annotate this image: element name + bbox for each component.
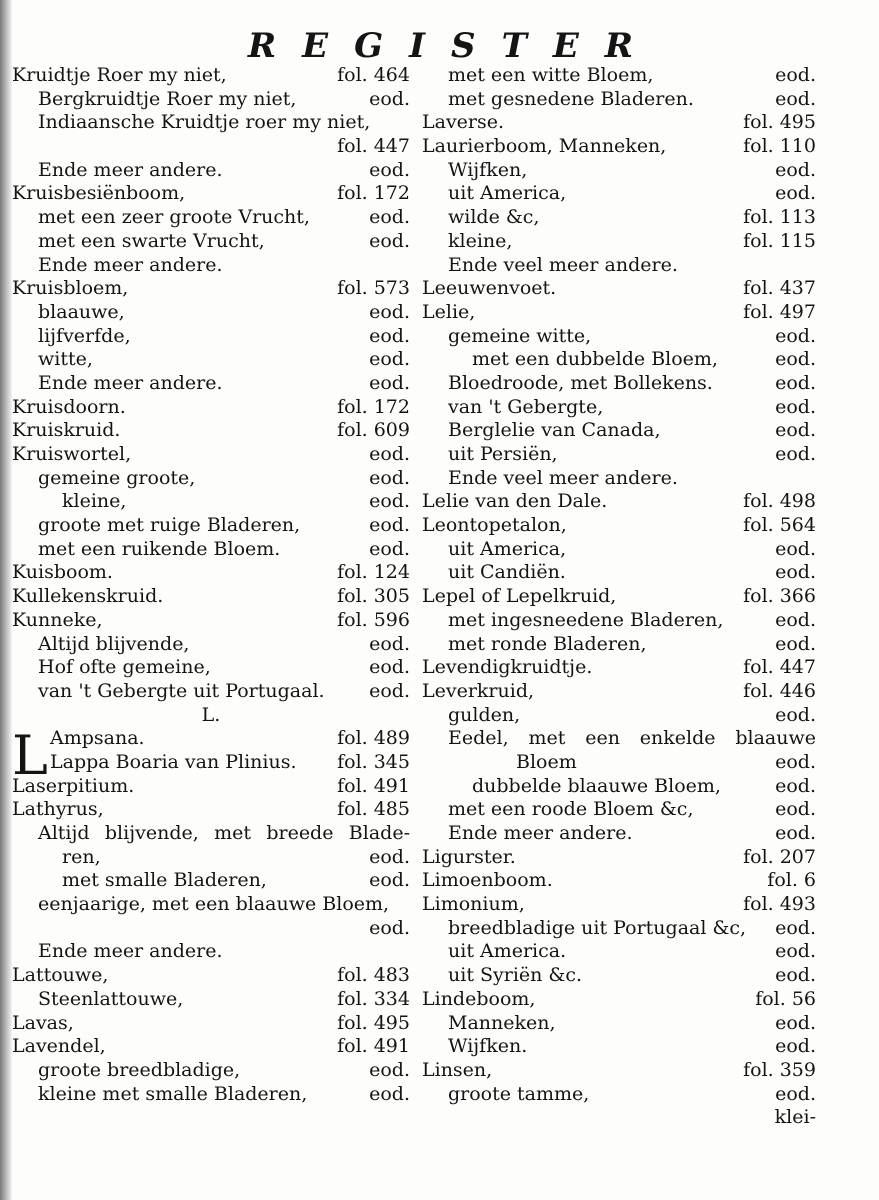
entry-term: Kullekenskruid. (12, 585, 164, 608)
index-entry (422, 514, 816, 538)
entry-folio-ref: fol. 446 (743, 679, 816, 702)
index-entry (12, 538, 410, 562)
entry-term: met een ruikende Bloem. (38, 537, 281, 560)
index-entry (422, 538, 816, 562)
entry-folio-ref: fol. 437 (743, 277, 816, 300)
index-entry (12, 822, 410, 846)
entry-folio-ref: eod. (775, 158, 816, 181)
entry-folio-ref: fol. 464 (337, 64, 410, 86)
left-column (12, 64, 410, 1106)
entry-term: Kruiswortel, (12, 443, 132, 465)
index-entry (422, 751, 816, 775)
entry-term: Linsen, (422, 1058, 493, 1081)
entry-folio-ref: eod. (775, 632, 816, 655)
entry-term: met ronde Bladeren, (448, 632, 647, 655)
index-entry (12, 514, 410, 538)
entry-folio-ref: eod. (775, 371, 816, 394)
entry-term: Eedel, met een enkelde blaauwe (448, 727, 816, 750)
index-entry (12, 609, 410, 633)
index-entry (12, 656, 410, 680)
entry-term: Kruisbloem, (12, 277, 129, 300)
index-entry (12, 751, 410, 775)
index-entry (12, 325, 410, 349)
entry-term: uit Syriën &c. (448, 964, 583, 987)
entry-folio-ref: eod. (369, 916, 410, 939)
entry-folio-ref: eod. (369, 490, 410, 513)
entry-term: Lepel of Lepelkruid, (422, 585, 617, 608)
entry-term: Leverkruid, (422, 679, 535, 702)
entry-term: Limoenboom. (422, 869, 553, 892)
entry-folio-ref: eod. (369, 371, 410, 394)
index-entry (422, 396, 816, 420)
entry-folio-ref: eod. (775, 324, 816, 347)
entry-folio-ref: eod. (775, 1011, 816, 1034)
entry-term: Laverse. (422, 111, 505, 134)
index-entry (422, 159, 816, 183)
entry-term: dubbelde blaauwe Bloem, (472, 774, 721, 797)
index-entry (422, 206, 816, 230)
index-entry (12, 419, 410, 443)
entry-folio-ref: fol. 491 (337, 774, 410, 797)
drop-cap-letter: L (12, 724, 48, 788)
entry-folio-ref: fol. 207 (743, 845, 816, 868)
entry-term: Manneken, (448, 1011, 556, 1034)
index-entry (12, 301, 410, 325)
index-entry (422, 822, 816, 846)
index-entry (422, 277, 816, 301)
entry-term: met ingesneedene Bladeren, (448, 608, 724, 631)
entry-folio-ref: fol. 110 (743, 135, 816, 158)
entry-term: Laserpitium. (12, 774, 135, 797)
index-entry (422, 88, 816, 112)
entry-term: gemeine witte, (448, 324, 592, 347)
entry-folio-ref: fol. 573 (337, 277, 410, 300)
entry-folio-ref: eod. (369, 845, 410, 868)
entry-folio-ref: fol. 6 (767, 869, 816, 892)
entry-folio-ref: eod. (369, 466, 410, 489)
entry-term: groote breedbladige, (38, 1058, 241, 1081)
entry-folio-ref: eod. (369, 300, 410, 323)
entry-folio-ref: eod. (775, 64, 816, 86)
entry-term: Altijd blijvende, (38, 632, 190, 655)
entry-folio-ref: eod. (775, 798, 816, 821)
index-entry (12, 254, 410, 278)
entry-folio-ref: fol. 334 (337, 987, 410, 1010)
entry-term: Bloedroode, met Bollekens. (448, 371, 713, 394)
entry-term: uit Persiën, (448, 443, 558, 465)
entry-term: uit Candiën. (448, 561, 566, 584)
entry-folio-ref: eod. (369, 87, 410, 110)
index-entry (12, 443, 410, 467)
entry-folio-ref: fol. 498 (743, 490, 816, 513)
entry-folio-ref: fol. 491 (337, 1035, 410, 1058)
entry-term: L. (201, 703, 221, 726)
entry-folio-ref: fol. 366 (743, 585, 816, 608)
index-entry (12, 490, 410, 514)
entry-term: wilde &c, (448, 206, 540, 229)
entry-term: Lavas, (12, 1011, 74, 1034)
entry-term: Ende veel meer andere. (448, 253, 678, 276)
entry-term: Ende meer andere. (448, 822, 633, 844)
entry-folio-ref: fol. 564 (743, 514, 816, 537)
entry-term: Wijfken. (448, 1035, 528, 1058)
entry-folio-ref: eod. (775, 916, 816, 939)
index-entry (422, 490, 816, 514)
index-entry (12, 348, 410, 372)
entry-folio-ref: eod. (775, 703, 816, 726)
index-entry (12, 704, 410, 728)
index-entry (12, 88, 410, 112)
entry-term: Berglelie van Canada, (448, 419, 661, 442)
index-entry (12, 1035, 410, 1059)
entry-folio-ref: klei- (774, 1106, 816, 1129)
index-entry (12, 846, 410, 870)
index-entry (12, 798, 410, 822)
entry-folio-ref: eod. (369, 229, 410, 252)
entry-folio-ref: eod. (775, 395, 816, 418)
entry-term: Ende meer andere. (38, 371, 223, 394)
entry-folio-ref: eod. (369, 324, 410, 347)
entry-folio-ref: eod. (775, 561, 816, 584)
entry-folio-ref: eod. (775, 608, 816, 631)
entry-term: Ligurster. (422, 845, 516, 868)
entry-term: blaauwe, (38, 300, 125, 323)
index-entry (12, 775, 410, 799)
index-entry (422, 917, 816, 941)
entry-term: Ende meer andere. (38, 158, 223, 181)
entry-term: Limonium, (422, 893, 525, 916)
index-entry (422, 301, 816, 325)
index-entry (12, 561, 410, 585)
entry-folio-ref: fol. 497 (743, 300, 816, 323)
entry-term: Lathyrus, (12, 798, 104, 821)
entry-term: Ende veel meer andere. (448, 466, 678, 489)
entry-term: Levendigkruidtje. (422, 656, 593, 679)
index-entry (12, 230, 410, 254)
entry-folio-ref: eod. (775, 419, 816, 442)
entry-folio-ref: fol. 172 (337, 395, 410, 418)
entry-folio-ref: eod. (775, 822, 816, 844)
index-entry (12, 940, 410, 964)
entry-folio-ref: eod. (775, 537, 816, 560)
index-entry (422, 846, 816, 870)
index-entry (12, 396, 410, 420)
entry-term: Lavendel, (12, 1035, 106, 1058)
right-column (422, 64, 816, 1130)
entry-folio-ref: fol. 489 (337, 727, 410, 750)
entry-folio-ref: eod. (369, 656, 410, 679)
index-entry (12, 633, 410, 657)
entry-term: eenjaarige, met een blaauwe Bloem, (38, 893, 390, 916)
entry-term: Kruiskruid. (12, 419, 121, 442)
entry-term: met smalle Bladeren, (62, 869, 267, 892)
index-entry (12, 585, 410, 609)
entry-term: Lindeboom, (422, 987, 536, 1010)
entry-folio-ref: eod. (775, 1082, 816, 1105)
index-entry (422, 633, 816, 657)
entry-term: Kruisbesiënboom, (12, 182, 186, 205)
entry-term: Altijd blijvende, met breede Blade- (38, 822, 410, 844)
entry-term: met een roode Bloem &c, (448, 798, 694, 821)
index-entry (422, 869, 816, 893)
entry-term: uit America, (448, 182, 567, 205)
entry-folio-ref: fol. 113 (743, 206, 816, 229)
index-entry (422, 727, 816, 751)
entry-term: Ende meer andere. (38, 940, 223, 963)
entry-term: met een zeer groote Vrucht, (38, 206, 310, 229)
index-entry (422, 254, 816, 278)
entry-term: met gesnedene Bladeren. (448, 87, 694, 110)
entry-folio-ref: eod. (369, 348, 410, 371)
index-entry (422, 135, 816, 159)
entry-term: van 't Gebergte, (448, 395, 604, 418)
entry-folio-ref: eod. (775, 182, 816, 205)
entry-folio-ref: fol. 447 (743, 656, 816, 679)
entry-folio-ref: fol. 596 (337, 608, 410, 631)
entry-term: groote met ruige Bladeren, (38, 514, 301, 537)
entry-term: Leontopetalon, (422, 514, 567, 537)
entry-term: Indiaansche Kruidtje roer my niet, (38, 111, 371, 134)
entry-folio-ref: eod. (775, 1035, 816, 1058)
entry-folio-ref: eod. (775, 774, 816, 797)
entry-term: lijfverfde, (38, 324, 131, 347)
entry-folio-ref: fol. 609 (337, 419, 410, 442)
entry-term: uit America, (448, 537, 567, 560)
index-entry (422, 1083, 816, 1107)
index-entry (422, 609, 816, 633)
page-gutter (0, 0, 12, 1200)
entry-folio-ref: eod. (775, 443, 816, 465)
index-entry (422, 704, 816, 728)
entry-folio-ref: fol. 447 (337, 135, 410, 158)
entry-folio-ref: eod. (369, 443, 410, 465)
index-entry (422, 372, 816, 396)
index-entry (12, 467, 410, 491)
index-entry (422, 561, 816, 585)
index-entry (422, 964, 816, 988)
entry-term: Lappa Boaria van Plinius. (50, 750, 297, 773)
index-entry (422, 585, 816, 609)
index-entry (422, 1012, 816, 1036)
index-entry (12, 1012, 410, 1036)
entry-term: ren, (62, 845, 101, 868)
entry-folio-ref: fol. 495 (743, 111, 816, 134)
index-entry (422, 467, 816, 491)
index-entry (12, 182, 410, 206)
entry-folio-ref: fol. 493 (743, 893, 816, 916)
entry-term: uit America. (448, 940, 567, 963)
entry-term: met een dubbelde Bloem, (472, 348, 718, 371)
entry-term: met een witte Bloem, (448, 64, 654, 86)
entry-folio-ref: fol. 115 (743, 229, 816, 252)
entry-term: Lattouwe, (12, 964, 109, 987)
index-entry (12, 277, 410, 301)
entry-folio-ref: eod. (369, 1058, 410, 1081)
entry-term: Bergkruidtje Roer my niet, (38, 87, 297, 110)
entry-folio-ref: fol. 56 (755, 987, 816, 1010)
entry-folio-ref: eod. (369, 1082, 410, 1105)
index-entry (12, 988, 410, 1012)
entry-folio-ref: eod. (369, 679, 410, 702)
index-entry (422, 940, 816, 964)
entry-term: Kruisdoorn. (12, 395, 126, 418)
index-entry (422, 775, 816, 799)
entry-folio-ref: eod. (775, 940, 816, 963)
entry-term: Ende meer andere. (38, 253, 223, 276)
index-entry (422, 893, 816, 917)
entry-term: kleine, (448, 229, 513, 252)
index-entry (12, 135, 410, 159)
entry-term: witte, (38, 348, 93, 371)
entry-folio-ref: eod. (775, 87, 816, 110)
entry-term: Bloem (516, 750, 577, 773)
index-entry (422, 230, 816, 254)
entry-term: met een swarte Vrucht, (38, 229, 265, 252)
index-entry (422, 348, 816, 372)
index-entry (422, 419, 816, 443)
entry-folio-ref: fol. 485 (337, 798, 410, 821)
index-entry (12, 1083, 410, 1107)
index-entry (422, 1059, 816, 1083)
entry-term: Leeuwenvoet. (422, 277, 557, 300)
entry-term: breedbladige uit Portugaal &c, (448, 916, 747, 939)
index-entry (12, 680, 410, 704)
index-entry (422, 656, 816, 680)
index-entry (422, 1035, 816, 1059)
page-title: REGISTER (247, 26, 660, 66)
entry-folio-ref: eod. (369, 158, 410, 181)
entry-term: Kuisboom. (12, 561, 113, 584)
index-entry (422, 988, 816, 1012)
entry-term: Steenlattouwe, (38, 987, 184, 1010)
index-entry (422, 1106, 816, 1130)
index-entry (12, 869, 410, 893)
index-entry (422, 64, 816, 88)
entry-term: Kunneke, (12, 608, 103, 631)
entry-folio-ref: fol. 124 (337, 561, 410, 584)
entry-term: Hof ofte gemeine, (38, 656, 211, 679)
index-entry (12, 111, 410, 135)
entry-term: gemeine groote, (38, 466, 196, 489)
entry-folio-ref: fol. 495 (337, 1011, 410, 1034)
entry-folio-ref: fol. 359 (743, 1058, 816, 1081)
entry-term: gulden, (448, 703, 521, 726)
index-entry (422, 443, 816, 467)
index-entry (12, 64, 410, 88)
entry-term: Lelie, (422, 300, 476, 323)
entry-folio-ref: eod. (775, 964, 816, 987)
entry-folio-ref: fol. 483 (337, 964, 410, 987)
index-entry (422, 325, 816, 349)
entry-term: van 't Gebergte uit Portugaal. (38, 679, 325, 702)
index-entry (422, 798, 816, 822)
index-entry (12, 964, 410, 988)
index-entry (422, 680, 816, 704)
entry-term: kleine met smalle Bladeren, (38, 1082, 308, 1105)
index-entry (12, 893, 410, 917)
index-entry (422, 182, 816, 206)
index-entry (12, 372, 410, 396)
index-entry (422, 111, 816, 135)
entry-term: Kruidtje Roer my niet, (12, 64, 227, 86)
index-entry (12, 159, 410, 183)
entry-folio-ref: eod. (369, 206, 410, 229)
entry-folio-ref: eod. (369, 632, 410, 655)
index-entry (12, 206, 410, 230)
entry-folio-ref: fol. 305 (337, 585, 410, 608)
entry-folio-ref: eod. (775, 750, 816, 773)
entry-folio-ref: fol. 172 (337, 182, 410, 205)
entry-folio-ref: eod. (369, 514, 410, 537)
entry-term: groote tamme, (448, 1082, 590, 1105)
entry-term: Wijfken, (448, 158, 528, 181)
entry-term: Ampsana. (50, 727, 145, 750)
entry-folio-ref: fol. 345 (337, 750, 410, 773)
entry-folio-ref: eod. (775, 348, 816, 371)
entry-term: kleine, (62, 490, 127, 513)
entry-folio-ref: eod. (369, 869, 410, 892)
index-entry (12, 1059, 410, 1083)
entry-term: Laurierboom, Manneken, (422, 135, 667, 158)
index-entry (12, 917, 410, 941)
entry-folio-ref: eod. (369, 537, 410, 560)
entry-term: Lelie van den Dale. (422, 490, 608, 513)
